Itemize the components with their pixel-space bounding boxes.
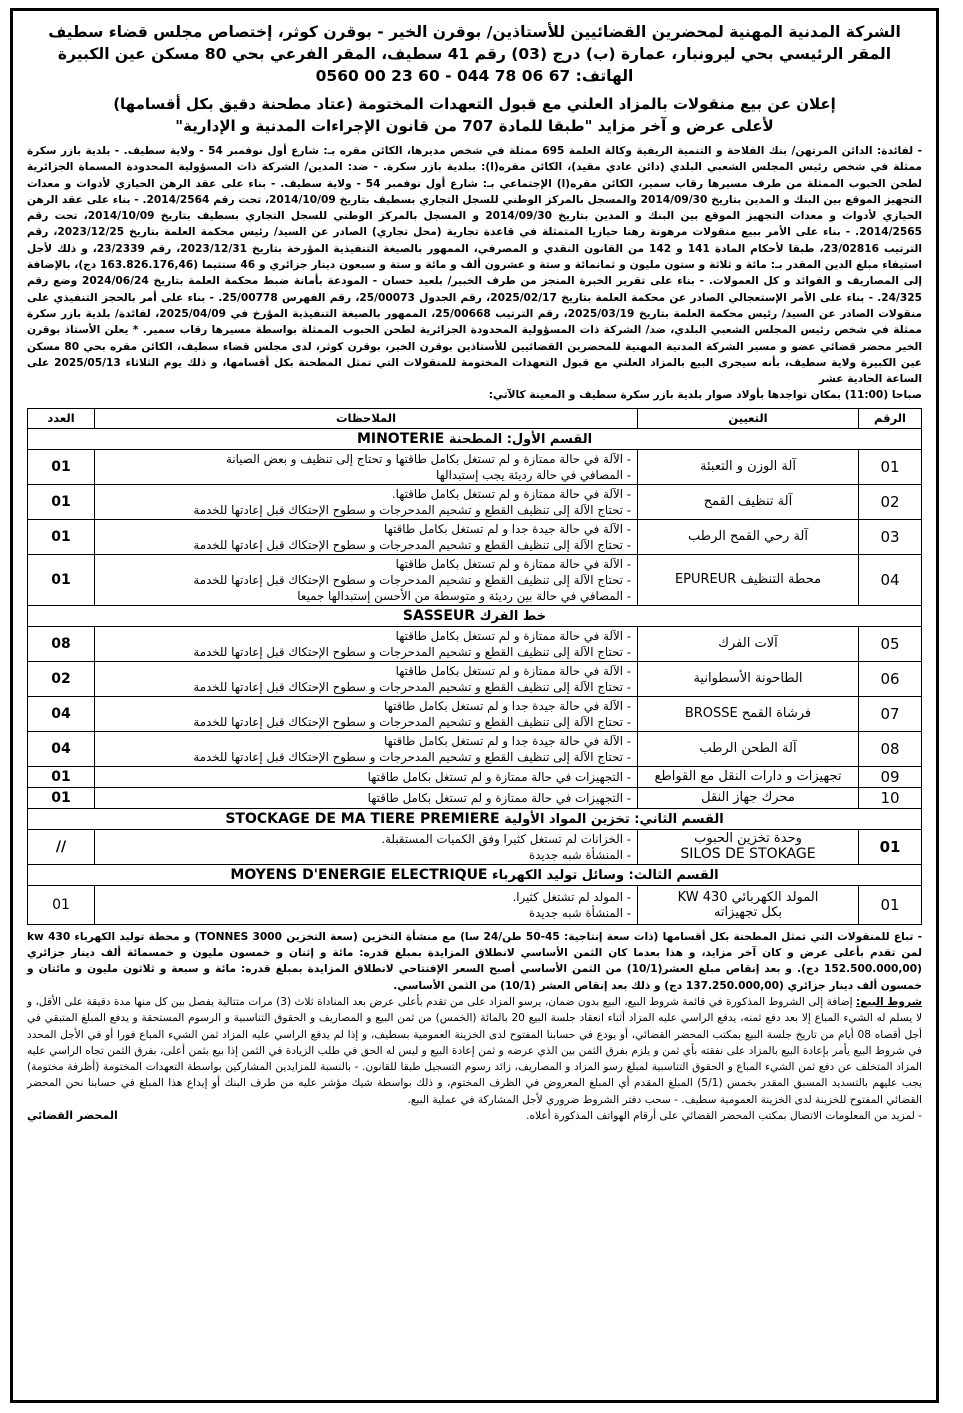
section-label: القسم الثالث: وسائل توليد الكهرباء — [492, 867, 719, 883]
gen-des2: بكل تجهيزاته — [713, 904, 783, 920]
table-row-generator — [28, 885, 922, 924]
row-num: 02 — [859, 484, 922, 519]
note-line: - الآلة في حالة ممتازة و لم تستغل بكامل طاقتها — [395, 628, 631, 643]
notice-title — [27, 93, 922, 137]
section-row-energie — [28, 864, 922, 885]
row-num: 10 — [859, 787, 922, 808]
footer-section — [27, 929, 922, 1125]
section-label-fr: STOCKAGE DE MA TIERE PREMIERE — [225, 810, 500, 827]
terms-label: شروط البيع: — [855, 995, 922, 1008]
row-notes — [95, 731, 638, 766]
table-row — [28, 519, 922, 554]
row-designation — [638, 829, 859, 864]
note-line: - تحتاج الآلة إلى تنظيف القطع و تشحيم المدحرجات و سطوح الإحتكاك قبل إعادتها للخدمة — [193, 644, 631, 659]
table-row — [28, 449, 922, 484]
section-label: القسم الثاني: تخزين المواد الأولية — [504, 811, 724, 827]
note-line: - المصافي في حالة بين رديئة و متوسطة من الأحسن إستبدالها جميعا — [297, 588, 631, 603]
row-notes — [95, 885, 638, 924]
rows-group-a — [28, 449, 922, 605]
row-designation — [638, 885, 859, 924]
section-row-stockage — [28, 808, 922, 829]
intro-text-end: صباحا (11:00) بمكان تواجدها بأولاد صوار بلدية بازر سكرة سطيف و المعينة كالآتي: — [488, 389, 922, 402]
note-line: - تحتاج الآلة إلى تنظيف القطع و تشحيم المدحرجات و سطوح الإحتكاك قبل إعادتها للخدمة — [193, 572, 631, 587]
row-notes — [95, 829, 638, 864]
row-designation: آلات الفرك — [638, 626, 859, 661]
row-designation: محطة التنظيف EPUREUR — [638, 554, 859, 605]
row-notes — [95, 449, 638, 484]
row-num: 07 — [859, 696, 922, 731]
header-num: الرقم — [859, 408, 922, 428]
section-row-sasseur — [28, 605, 922, 626]
row-designation: محرك جهاز النقل — [638, 787, 859, 808]
section-label: القسم الأول: المطحنة — [448, 431, 593, 447]
intro-text: - لفائدة: الدائن المرتهن/ بنك الفلاحة و التنمية الريفية وكالة العلمة 695 ممثلة في شخص مديرها، الكائن مقره بـ: شارع أول نوفمبر 54 - ولاية سطيف. - بلدية بازر سكرة ممثلة في شخص رئيس المجلس الشعبي البلدي (دائن عادي مقيد)، الكائن مقره(ا): ببلدية بازر سكرة. - ضد: المدين/ الشركة ذات المسؤولية المحدودة المسماة الجزائرية لطحن الحبوب الممثلة من طرف مسيرها رقاب سمير، الكائن مقره(ا) الإجتماعي بـ: شارع أول نوفمبر 54 - ولاية سطيف. - بناء على عقد الرهن الحيازي لأدوات و معدات التجهيز الموقع بين البنك و المدين بتاريخ 2014/09/30 والمسجل بالمركز الوطني للسجل التجاري بسطيف بتاريخ 2014/10/09، تحت رقم 2014/2564. - بناء على عقد الرهن الحيازي لأدوات و معدات التجهيز الموقع بين البنك و المدين بتاريخ 2014/09/30 و المسجل بالمركز الوطني للسجل التجاري بسطيف بتاريخ 2014/10/09، تحت رقم 2014/2565. - بناء على الأمر ببيع منقولات مرهونة رهنا حيازيا المتمثلة في قاعدة تجارية (محل تجاري) الصادر عن السيد/ رئيس محكمة العلمة بتاريخ 2023/12/25، رقم الترتيب 23/02816، طبقا لأحكام المادة 141 و 142 من القانون النقدي و المصرفي، الممهور بالصيغة التنفيذية المؤرخة بتاريخ 2023/12/31، رقم 23/2339، و ذلك لأجل استيفاء مبلغ الدين المقدر بـ: مائة و ثلاثة و ستون مليون و ثمانمائة و ستة و عشرون ألف و مائة و ستة و سبعون دينار جزائري و 46 سنتيما (163.826.176,46 دج)، بالإضافة إلى المصاريف و الفوائد و كل العمولات. - بناء على تقرير الخبرة المنجز من طرف الخبير/ بلعيد حسان - المودعة بأمانة ضبط محكمة العلمة بتاريخ 2024/06/24 وضع رقم 24/325. - بناء على الأمر الإستعجالي الصادر عن محكمة العلمة بتاريخ 2025/02/17، رقم الجدول 25/00073، رقم الفهرس 25/00778. - بناء على أمر بالحجز التنفيذي على منقولات الصادر عن السيد/ رئيس محكمة العلمة بتاريخ 2025/03/19، رقم الترتيب 25/00668، الممهور بالصيغة التنفيذية المؤرخ في 2025/04/09، لفائدة/ بلدية بازر سكرة ممثلة في شخص رئيس المجلس الشعبي البلدي، ضد/ الشركة ذات المسؤولية المحدودة الجزائرية لطحن الحبوب الممثلة بواسطة مسيرها رقاب سمير. * يعلن الأستاذ بوقرن الخير محضر قضائي عضو و مسير الشركة المدنية المهنية للمحضرين القضائيين للأستاذين بوقرن الخير، بوقرن كوثر، لدى مجلس قضاء سطيف، الكائن مقره بحي 80 مسكن عين الكبيرة ولاية سطيف، بأنه سيجرى البيع بالمزاد العلني مع قبول التعهدات المختومة للمنقولات التي تمثل المطحنة بكل أقسامها، و ذلك يوم الثلاثاء 2025/05/13 على الساعة الحادية عشر — [27, 145, 923, 386]
row-designation: آلة الوزن و التعبئة — [638, 449, 859, 484]
row-notes — [95, 484, 638, 519]
row-count: 01 — [28, 484, 95, 519]
note-line: - الآلة في حالة ممتازة و لم تستغل بكامل طاقتها — [395, 556, 631, 571]
row-count: // — [28, 829, 95, 864]
note-line: - تحتاج الآلة إلى تنظيف القطع و تشحيم المدحرجات و سطوح الإحتكاك قبل إعادتها للخدمة — [193, 749, 631, 764]
row-count: 01 — [28, 787, 95, 808]
silo-des2: SILOS DE STOKAGE — [680, 846, 816, 863]
header-count: العدد — [28, 408, 95, 428]
table-row — [28, 554, 922, 605]
row-count: 04 — [28, 696, 95, 731]
row-notes — [95, 787, 638, 808]
row-num: 04 — [859, 554, 922, 605]
note-line: - الآلة في حالة ممتازة و لم تستغل بكامل طاقتها — [395, 663, 631, 678]
row-designation: آلة تنظيف القمح — [638, 484, 859, 519]
header-designation: التعيين — [638, 408, 859, 428]
rows-group-b — [28, 626, 922, 808]
office-header — [27, 21, 922, 87]
row-num: 09 — [859, 766, 922, 787]
row-count: 04 — [28, 731, 95, 766]
office-address: المقر الرئيسي بحي ليرونبار، عمارة (ب) درج (03) رقم 41 سطيف، المقر الفرعي بحي 80 مسكن عين الكبيرة — [57, 45, 892, 63]
row-designation: آلة رحي القمح الرطب — [638, 519, 859, 554]
office-phone: الهاتف: 67 06 78 044 - 60 23 00 0560 — [315, 67, 634, 85]
row-count: 01 — [28, 554, 95, 605]
note-line: - الآلة في حالة جيدة جدا و لم تستغل بكامل طاقتها — [384, 733, 631, 748]
row-notes — [95, 696, 638, 731]
table-row — [28, 696, 922, 731]
notice-frame — [10, 8, 939, 1403]
section-label-fr: MINOTERIE — [356, 430, 445, 447]
note-line: - تحتاج الآلة إلى تنظيف القطع و تشحيم المدحرجات و سطوح الإحتكاك قبل إعادتها للخدمة — [193, 714, 631, 729]
office-name: الشركة المدنية المهنية لمحضرين القضائيين للأستاذين/ بوقرن الخير - بوقرن كوثر، إختصاص مجلس قضاء سطيف — [48, 23, 901, 41]
section-label-fr: MOYENS D'ENERGIE ELECTRIQUE — [230, 866, 488, 883]
row-designation: الطاحونة الأسطوانية — [638, 661, 859, 696]
note-line: - المولد لم تشتغل كثيرا. — [512, 889, 631, 904]
note-line: - التجهيزات في حالة ممتازة و لم تستغل بكامل طاقتها — [367, 790, 631, 805]
row-num: 03 — [859, 519, 922, 554]
note-line: - الخزانات لم تستغل كثيرا وفق الكميات المستقبلة. — [381, 831, 631, 846]
header-notes: الملاحظات — [95, 408, 638, 428]
notice-title-line2: لأعلى عرض و آخر مزايد "طبقا للمادة 707 من قانون الإجراءات المدنية و الإدارية" — [175, 117, 774, 135]
table-row — [28, 626, 922, 661]
note-line: - المنشأة شبه جديدة — [529, 847, 631, 862]
row-num: 01 — [859, 449, 922, 484]
note-line: - الآلة في حالة جيدة جدا و لم تستغل بكامل طاقتها — [384, 521, 631, 536]
table-row — [28, 766, 922, 787]
row-notes — [95, 554, 638, 605]
note-line: - الآلة في حالة ممتازة و لم تستغل بكامل طاقتها و تحتاج إلى تنظيف و بعض الصيانة — [226, 451, 631, 466]
row-count: 01 — [28, 449, 95, 484]
terms-text: إضافة إلى الشروط المذكورة في قائمة شروط البيع، البيع بدون ضمان، يرسو المزاد على من تقدم بأعلى عرض بعد المناداة ثلاث (3) مرات متتالية يفصل بين كل منها مدة دقيقة على الأقل، و لا يسلم له الشيء المباع إلا بعد دفع ثمنه، يدفع الراسي عليه المزاد أثناء انعقاد جلسة البيع 20 بالمائة (الخمس) من ثمن البيع و المصاريف و الحقوق التناسبية و الرسوم المستحقة و يدفع المبلغ المتبقي في أجل أقصاه 08 أيام من تاريخ جلسة البيع بمكتب المحضر القضائي، أو يودع في حسابنا المفتوح لدى الخزينة العمومية بسطيف، و إذا لم يدفع الراسي عليه المزاد ثمن الشيء المباع فورا أو في الأجل المحدد في شروط البيع يأمر بإعادة البيع بالمزاد على نفقته بأي ثمن و يلزم بفرق الثمن بين الذي عرضه و ثمن إعادة البيع و ليس له الحق في طلب الزيادة في الثمن إذا بيع بثمن أعلى، بفرق الثمن تجاه الراسي عليه المزاد المتخلف عن دفع ثمن الشيء المباع و الحقوق التناسبية لمبلغ رسو المزاد و المصاريف، زائد رسوم التسجيل طبقا للقانون. - بالنسبة للمزايدين المشاركين بواسطة التعهدات المختومة (أظرفة مختومة) يجب عليهم بالتسديد المسبق المقدر بخمس (5/1) المبلغ المقدم أي المبلغ المعروض في الظرف المختوم، و ذلك بواسطة شيك مؤشر عليه من طرف البنك أو إيداع هذا المبلغ في حسابنا نحن المحضر القضائي المفتوح للخزينة لدى الخزينة العمومية سطيف. - سحب دفتر الشروط ضروري لأجل المشاركة في عملية البيع. — [27, 995, 922, 1106]
row-count: 08 — [28, 626, 95, 661]
silo-des1: وحدة تخزين الحبوب — [694, 831, 802, 847]
note-line: - المصافي في حالة رديئة يجب إستبدالها — [436, 467, 631, 482]
intro-paragraph — [27, 143, 922, 404]
note-line: - المنشأة شبه جديدة — [529, 905, 631, 920]
contact-line: - لمزيد من المعلومات الاتصال بمكتب المحضر القضائي على أرقام الهواتف المذكورة أعلاه. — [526, 1110, 922, 1123]
section-label-fr: SASSEUR — [402, 607, 476, 624]
items-table — [27, 408, 922, 925]
row-count: 01 — [28, 519, 95, 554]
section-label: خط الفرك — [479, 608, 547, 624]
row-designation: تجهيزات و دارات النقل مع القواطع — [638, 766, 859, 787]
gen-des1: المولد الكهربائي 430 KW — [677, 889, 819, 905]
note-line: - الآلة في حالة ممتازة و لم تستغل بكامل طاقتها. — [391, 486, 631, 501]
row-num: 01 — [859, 829, 922, 864]
row-notes — [95, 766, 638, 787]
row-designation: فرشاة القمح BROSSE — [638, 696, 859, 731]
row-num: 06 — [859, 661, 922, 696]
row-count: 01 — [28, 766, 95, 787]
row-count: 02 — [28, 661, 95, 696]
note-line: - تحتاج الآلة إلى تنظيف القطع و تشحيم المدحرجات و سطوح الإحتكاك قبل إعادتها للخدمة — [193, 679, 631, 694]
note-line: - تحتاج الآلة إلى تنظيف القطع و تشحيم المدحرجات و سطوح الإحتكاك قبل إعادتها للخدمة — [193, 537, 631, 552]
row-num: 01 — [859, 885, 922, 924]
section-row-minoterie — [28, 428, 922, 449]
row-num: 08 — [859, 731, 922, 766]
notice-title-line1: إعلان عن بيع منقولات بالمزاد العلني مع قبول التعهدات المختومة (عتاد مطحنة دقيق بكل أقسامها) — [113, 95, 836, 113]
note-line: - التجهيزات في حالة ممتازة و لم تستغل بكامل طاقتها — [367, 769, 631, 784]
table-row — [28, 731, 922, 766]
note-line: - تحتاج الآلة إلى تنظيف القطع و تشحيم المدحرجات و سطوح الإحتكاك قبل إعادتها للخدمة — [193, 502, 631, 517]
price-paragraph: - تباع للمنقولات التي تمثل المطحنة بكل أقسامها (ذات سعة إنتاجية: 45-50 طن/24 سا) مع منشأة التخزين (سعة التخزين 3000 TONNES) و محطة توليد الكهرباء 430 kw لمن تقدم بأعلى عرض و كان آخر مزايد، و هذا بعدما كان الثمن الأساسي لانطلاق المزايدة بمبلغ قدره: مائة و إثنان و خمسون مليون و خمسمائة ألف دينار جزائري (152.500.000,00 دج). و بعد إنقاص مبلغ العشر(10/1) من الثمن الأساسي أصبح السعر الإفتتاحي لانطلاق المزايدة بمبلغ قدره: مائة و سبعة و ثلاثون مليون و مائتان و خمسون ألف دينار جزائري (137.250.000,00 دج) و ذلك بعد إنقاص العشر (10/1) من الثمن الأساسي. — [27, 930, 922, 992]
table-row — [28, 484, 922, 519]
table-row — [28, 661, 922, 696]
row-designation: آلة الطحن الرطب — [638, 731, 859, 766]
row-notes — [95, 626, 638, 661]
row-num: 05 — [859, 626, 922, 661]
note-line: - الآلة في حالة جيدة جدا و لم تستغل بكامل طاقتها — [384, 698, 631, 713]
table-header-row — [28, 408, 922, 428]
table-row — [28, 787, 922, 808]
row-count: 01 — [28, 885, 95, 924]
row-notes — [95, 519, 638, 554]
table-row-silo — [28, 829, 922, 864]
row-notes — [95, 661, 638, 696]
signature-label: المحضر القضائي — [27, 1109, 118, 1123]
